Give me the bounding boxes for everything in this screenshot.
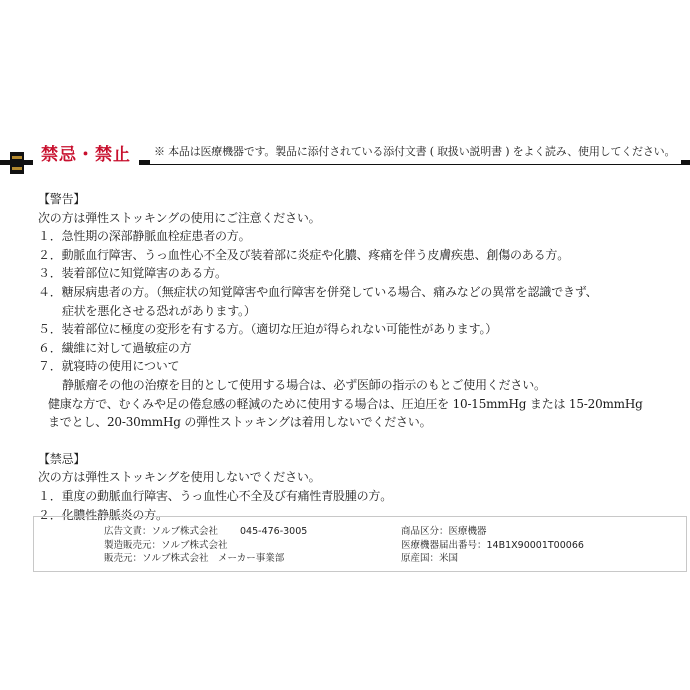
contraindication-item: ２．化膿性静脈炎の方。 <box>38 507 168 522</box>
manufacturer: 製造販売元：ソルブ株式会社 <box>104 539 228 551</box>
header-title: 禁忌・禁止 <box>41 144 131 165</box>
warning-item: １．急性期の深部静脈血栓症患者の方。 <box>38 229 251 244</box>
section-spacer <box>38 432 678 450</box>
warning-item-continuation: 症状を悪化させる恐れがあります。） <box>62 303 256 318</box>
distributor: 販売元：ソルブ株式会社 メーカー事業部 <box>104 553 285 564</box>
warning-item: ３．装着部位に知覚障害のある方。 <box>38 266 227 281</box>
country-of-origin: 原産国：米国 <box>401 553 459 564</box>
header-band <box>0 136 690 180</box>
marker-stripe-top <box>12 156 22 159</box>
contraindication-item: １．重度の動脈血行障害、うっ血性心不全及び有痛性青股腫の方。 <box>38 488 393 503</box>
contraindication-heading: 【禁忌】 <box>38 451 86 466</box>
header-title-box <box>33 138 139 166</box>
ad-responsibility-row <box>104 525 307 539</box>
warning-item: ２．動脈血行障害、うっ血性心不全及び装着部に炎症や化膿、疼痛を伴う皮膚疾患、創傷のある方。 <box>38 247 570 262</box>
warning-item-detail: までとし、20-30mmHg の弾性ストッキングは着用しないでください。 <box>48 415 432 430</box>
warning-item: ４．糖尿病患者の方。（無症状の知覚障害や血行障害を併発している場合、痛みなどの異常を認識できず、 <box>38 284 598 299</box>
warning-item-detail: 健康な方で、むくみや足の倦怠感の軽減のために使用する場合は、圧迫圧を 10-15mmHg または 15-20mmHg <box>48 396 643 411</box>
contraindication-section <box>38 450 678 524</box>
warning-item: ６．繊維に対して過敏症の方 <box>38 340 192 355</box>
warning-item-detail: 静脈瘤その他の治療を目的として使用する場合は、必ず医師の指示のもとご使用ください。 <box>62 377 546 392</box>
regulatory-info <box>401 525 584 566</box>
header-note: ※ 本品は医療機器です。製品に添付されている添付文書 ( 取扱い説明書 ) をよく読み、使用してください。 <box>154 145 676 158</box>
warning-item: ５．装着部位に極度の変形を有する方。（適切な圧迫が得られない可能性があります。） <box>38 322 498 337</box>
header-marker-icon <box>10 152 24 174</box>
product-info-box <box>33 516 687 572</box>
header-note-box <box>150 138 681 164</box>
phone-number: 045-476-3005 <box>240 526 308 537</box>
warning-section <box>38 190 678 432</box>
registration-number: 医療機器届出番号：14B1X90001T00066 <box>401 539 584 551</box>
warning-item: ７．就寝時の使用について <box>38 359 180 374</box>
product-category: 商品区分：医療機器 <box>401 526 487 537</box>
notice-content <box>38 190 678 524</box>
warning-intro: 次の方は弾性ストッキングの使用にご注意ください。 <box>38 210 321 225</box>
warning-heading: 【警告】 <box>38 192 86 206</box>
marker-stripe-bottom <box>12 167 22 170</box>
ad-responsibility: 広告文責：ソルブ株式会社 <box>104 526 219 537</box>
company-info <box>104 525 307 566</box>
contraindication-intro: 次の方は弾性ストッキングを使用しないでください。 <box>38 470 321 485</box>
